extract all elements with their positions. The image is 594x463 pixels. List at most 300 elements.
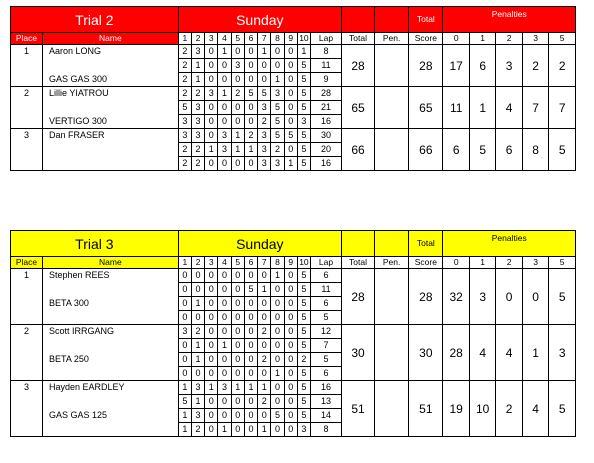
section-score: 0: [271, 59, 284, 73]
section-score: 0: [244, 115, 257, 129]
col-section-1: 1: [178, 257, 191, 269]
col-penalty-3: 3: [522, 33, 548, 45]
section-score: 1: [191, 59, 204, 73]
section-score: 0: [218, 157, 231, 171]
col-penalty-2: 2: [496, 257, 522, 269]
section-score: 5: [271, 129, 284, 143]
penalty-count-1: 6: [469, 45, 495, 87]
total-header: Total: [409, 231, 443, 257]
section-score: 0: [178, 339, 191, 353]
section-score: 3: [218, 129, 231, 143]
section-score: 0: [231, 297, 244, 311]
rider-pen: [375, 45, 409, 87]
section-score: 1: [258, 381, 271, 395]
col-penalty-5: 5: [549, 257, 576, 269]
table-row: [11, 87, 576, 101]
section-score: 3: [218, 381, 231, 395]
penalty-count-3: 4: [522, 381, 548, 437]
section-score: 0: [205, 395, 218, 409]
section-score: 0: [258, 367, 271, 381]
penalties-header: Penalties: [443, 231, 576, 257]
section-score: 3: [191, 115, 204, 129]
section-score: 0: [218, 283, 231, 297]
lap-total: 16: [311, 157, 342, 171]
penalty-count-2: 6: [496, 129, 522, 171]
penalty-count-3: 2: [522, 45, 548, 87]
section-score: 0: [205, 423, 218, 437]
col-section-6: 6: [244, 257, 257, 269]
rider-pen: [375, 269, 409, 325]
section-score: 5: [297, 59, 310, 73]
section-score: 1: [191, 73, 204, 87]
section-score: 2: [178, 87, 191, 101]
section-score: 0: [191, 269, 204, 283]
table-row: [11, 381, 576, 395]
section-score: 0: [271, 423, 284, 437]
penalty-count-2: 4: [496, 325, 522, 381]
section-score: 0: [258, 409, 271, 423]
section-score: 2: [178, 143, 191, 157]
section-score: 0: [271, 325, 284, 339]
section-score: 0: [231, 353, 244, 367]
section-score: 0: [205, 59, 218, 73]
penalty-count-0: 6: [443, 129, 469, 171]
header-row-title: [11, 7, 576, 33]
section-score: 1: [258, 283, 271, 297]
penalty-count-0: 28: [443, 325, 469, 381]
section-score: 0: [178, 311, 191, 325]
rider-score: 28: [409, 45, 443, 87]
col-section-2: 2: [191, 33, 204, 45]
lap-total: 13: [311, 395, 342, 409]
section-score: 2: [258, 395, 271, 409]
lap-total: 9: [311, 73, 342, 87]
section-score: 1: [218, 339, 231, 353]
rider-bike: [42, 157, 178, 171]
rider-total: 66: [341, 129, 374, 171]
section-score: 0: [271, 395, 284, 409]
section-score: 5: [297, 101, 310, 115]
section-score: 2: [297, 353, 310, 367]
rider-bike: GAS GAS 125: [42, 409, 178, 423]
trial-day: Sunday: [178, 7, 341, 33]
penalty-count-5: 5: [549, 129, 576, 171]
rider-name: Hayden EARDLEY: [42, 381, 178, 395]
penalty-count-3: 7: [522, 87, 548, 129]
section-score: 1: [231, 129, 244, 143]
rider-place: 2: [11, 87, 43, 129]
lap-total: 6: [311, 367, 342, 381]
section-score: 0: [178, 297, 191, 311]
section-score: 3: [258, 143, 271, 157]
section-score: 1: [178, 423, 191, 437]
col-penalty-2: 2: [496, 33, 522, 45]
section-score: 0: [284, 395, 297, 409]
header-row-title: [11, 231, 576, 257]
section-score: 5: [297, 381, 310, 395]
pen-header-blank: [375, 7, 409, 33]
lap-total: 7: [311, 339, 342, 353]
section-score: 0: [284, 339, 297, 353]
lap-total: 5: [311, 311, 342, 325]
section-score: 0: [218, 353, 231, 367]
section-score: 2: [178, 45, 191, 59]
section-score: 0: [205, 339, 218, 353]
section-score: 0: [258, 269, 271, 283]
section-score: 0: [244, 353, 257, 367]
section-score: 5: [244, 283, 257, 297]
name-spacer: [42, 101, 178, 115]
col-section-3: 3: [205, 33, 218, 45]
section-score: 3: [258, 157, 271, 171]
col-total: Total: [341, 33, 374, 45]
section-score: 5: [271, 115, 284, 129]
section-score: 1: [271, 367, 284, 381]
section-score: 0: [231, 423, 244, 437]
rider-total: 28: [341, 269, 374, 325]
section-score: 0: [258, 73, 271, 87]
col-score: Score: [409, 257, 443, 269]
section-score: 0: [284, 423, 297, 437]
section-score: 1: [191, 339, 204, 353]
section-score: 0: [244, 157, 257, 171]
section-score: 0: [244, 101, 257, 115]
col-section-7: 7: [258, 257, 271, 269]
section-score: 0: [284, 115, 297, 129]
section-score: 2: [244, 129, 257, 143]
section-score: 0: [244, 45, 257, 59]
pen-header-blank: [375, 231, 409, 257]
section-score: 3: [218, 143, 231, 157]
header-row-columns: [11, 257, 576, 269]
section-score: 5: [297, 269, 310, 283]
rider-pen: [375, 325, 409, 381]
section-score: 0: [205, 367, 218, 381]
section-score: 0: [271, 339, 284, 353]
section-score: 5: [297, 297, 310, 311]
rider-score: 66: [409, 129, 443, 171]
table-row: [11, 45, 576, 59]
section-score: 0: [244, 311, 257, 325]
rider-total: 51: [341, 381, 374, 437]
section-score: 0: [178, 269, 191, 283]
section-score: 1: [218, 45, 231, 59]
table-row: [11, 325, 576, 339]
col-pen: Pen.: [375, 257, 409, 269]
section-score: 0: [284, 73, 297, 87]
name-spacer: [42, 143, 178, 157]
col-section-9: 9: [284, 33, 297, 45]
section-score: 3: [178, 325, 191, 339]
section-score: 0: [231, 409, 244, 423]
penalty-count-5: 5: [549, 381, 576, 437]
section-score: 3: [258, 101, 271, 115]
section-score: 1: [271, 73, 284, 87]
section-score: 0: [205, 409, 218, 423]
penalty-count-0: 32: [443, 269, 469, 325]
section-score: 0: [271, 297, 284, 311]
lap-total: 6: [311, 269, 342, 283]
section-score: 5: [297, 367, 310, 381]
section-score: 3: [191, 45, 204, 59]
lap-total: 12: [311, 325, 342, 339]
rider-bike: BETA 300: [42, 297, 178, 311]
section-score: 0: [178, 283, 191, 297]
section-score: 3: [231, 59, 244, 73]
penalty-count-1: 5: [469, 129, 495, 171]
section-score: 1: [284, 157, 297, 171]
section-score: 0: [205, 325, 218, 339]
section-score: 0: [284, 59, 297, 73]
section-score: 3: [297, 423, 310, 437]
section-score: 1: [178, 409, 191, 423]
section-score: 2: [191, 143, 204, 157]
section-score: 0: [191, 367, 204, 381]
lap-total: 6: [311, 297, 342, 311]
header-row-columns: [11, 33, 576, 45]
col-penalty-1: 1: [469, 257, 495, 269]
section-score: 2: [258, 115, 271, 129]
section-score: 0: [271, 45, 284, 59]
section-score: 0: [191, 311, 204, 325]
penalty-count-3: 8: [522, 129, 548, 171]
trial-title: Trial 2: [11, 7, 179, 33]
section-score: 0: [284, 311, 297, 325]
section-score: 0: [231, 283, 244, 297]
section-score: 0: [218, 409, 231, 423]
total-header: Total: [409, 7, 443, 33]
section-score: 1: [258, 423, 271, 437]
section-score: 0: [218, 115, 231, 129]
section-score: 0: [218, 367, 231, 381]
col-name: Name: [42, 33, 178, 45]
penalty-count-5: 7: [549, 87, 576, 129]
section-score: 0: [244, 269, 257, 283]
col-place: Place: [11, 257, 43, 269]
section-score: 1: [191, 353, 204, 367]
col-section-7: 7: [258, 33, 271, 45]
trial-title: Trial 3: [11, 231, 179, 257]
section-score: 0: [205, 353, 218, 367]
section-score: 0: [231, 395, 244, 409]
section-score: 5: [178, 101, 191, 115]
section-score: 0: [205, 115, 218, 129]
section-score: 3: [297, 115, 310, 129]
section-score: 5: [297, 311, 310, 325]
col-section-10: 10: [299, 33, 309, 44]
section-score: 5: [297, 157, 310, 171]
section-score: 0: [271, 381, 284, 395]
rider-place: 3: [11, 129, 43, 171]
penalty-count-5: 5: [549, 269, 576, 325]
penalty-count-3: 1: [522, 325, 548, 381]
name-spacer: [42, 395, 178, 409]
section-score: 5: [244, 87, 257, 101]
lap-total: 14: [311, 409, 342, 423]
penalty-count-2: 2: [496, 381, 522, 437]
name-spacer: [42, 423, 178, 437]
penalty-count-0: 11: [443, 87, 469, 129]
section-score: 0: [178, 367, 191, 381]
section-score: 0: [231, 269, 244, 283]
section-score: 0: [244, 409, 257, 423]
section-score: 0: [205, 45, 218, 59]
section-score: 0: [244, 423, 257, 437]
section-score: 3: [191, 101, 204, 115]
section-score: 5: [297, 87, 310, 101]
col-penalty-0: 0: [443, 33, 469, 45]
col-lap: Lap: [311, 33, 342, 45]
section-score: 0: [205, 73, 218, 87]
lap-total: 8: [311, 423, 342, 437]
section-score: 2: [258, 353, 271, 367]
trial-2-results: [10, 6, 576, 171]
section-score: 2: [258, 325, 271, 339]
penalty-count-5: 3: [549, 325, 576, 381]
section-score: 1: [258, 45, 271, 59]
table-row: [11, 129, 576, 143]
rider-pen: [375, 129, 409, 171]
section-score: 5: [271, 101, 284, 115]
penalty-count-0: 19: [443, 381, 469, 437]
rider-bike: GAS GAS 300: [42, 73, 178, 87]
name-spacer: [42, 367, 178, 381]
penalty-count-1: 3: [469, 269, 495, 325]
section-score: 0: [231, 115, 244, 129]
section-score: 3: [271, 157, 284, 171]
table-row: [11, 269, 576, 283]
section-score: 0: [258, 311, 271, 325]
blank-cell: [341, 231, 374, 257]
col-penalty-0: 0: [443, 257, 469, 269]
trial-3-results: [10, 230, 576, 437]
col-section-5: 5: [231, 257, 244, 269]
name-spacer: [42, 59, 178, 73]
section-score: 2: [191, 325, 204, 339]
section-score: 5: [297, 129, 310, 143]
section-score: 3: [191, 129, 204, 143]
section-score: 0: [244, 73, 257, 87]
rider-name: Aaron LONG: [42, 45, 178, 59]
lap-total: 21: [311, 101, 342, 115]
section-score: 1: [244, 381, 257, 395]
section-score: 2: [178, 73, 191, 87]
col-section-4: 4: [218, 257, 231, 269]
rider-total: 28: [341, 45, 374, 87]
section-score: 0: [231, 325, 244, 339]
section-score: 1: [191, 395, 204, 409]
section-score: 0: [244, 367, 257, 381]
blank-cell: [341, 7, 374, 33]
penalty-count-2: 3: [496, 45, 522, 87]
section-score: 1: [231, 381, 244, 395]
section-score: 0: [284, 87, 297, 101]
section-score: 0: [231, 311, 244, 325]
col-total: Total: [341, 257, 374, 269]
section-score: 0: [244, 325, 257, 339]
section-score: 0: [258, 297, 271, 311]
section-score: 1: [218, 423, 231, 437]
section-score: 0: [231, 339, 244, 353]
section-score: 5: [297, 325, 310, 339]
trial-day: Sunday: [178, 231, 341, 257]
lap-total: 30: [311, 129, 342, 143]
lap-total: 16: [311, 381, 342, 395]
penalty-count-2: 4: [496, 87, 522, 129]
section-score: 5: [178, 395, 191, 409]
section-score: 0: [271, 311, 284, 325]
section-score: 5: [271, 409, 284, 423]
col-section-8: 8: [271, 257, 284, 269]
rider-pen: [375, 381, 409, 437]
section-score: 0: [271, 283, 284, 297]
section-score: 2: [271, 143, 284, 157]
section-score: 0: [284, 325, 297, 339]
rider-name: Lillie YIATROU: [42, 87, 178, 101]
col-section-2: 2: [191, 257, 204, 269]
section-score: 3: [205, 87, 218, 101]
lap-total: 11: [311, 59, 342, 73]
col-pen: Pen.: [375, 33, 409, 45]
col-name: Name: [42, 257, 178, 269]
section-score: 0: [218, 73, 231, 87]
section-score: 0: [258, 59, 271, 73]
section-score: 3: [178, 115, 191, 129]
penalty-count-2: 0: [496, 269, 522, 325]
section-score: 5: [297, 143, 310, 157]
section-score: 5: [258, 87, 271, 101]
section-score: 1: [205, 381, 218, 395]
section-score: 2: [191, 87, 204, 101]
lap-total: 20: [311, 143, 342, 157]
section-score: 0: [231, 101, 244, 115]
section-score: 0: [178, 353, 191, 367]
section-score: 0: [231, 45, 244, 59]
rider-bike: BETA 250: [42, 353, 178, 367]
col-section-4: 4: [218, 33, 231, 45]
col-score: Score: [409, 33, 443, 45]
section-score: 5: [284, 129, 297, 143]
rider-name: Scott IRRGANG: [42, 325, 178, 339]
section-score: 0: [284, 101, 297, 115]
col-section-6: 6: [244, 33, 257, 45]
col-section-8: 8: [271, 33, 284, 45]
section-score: 1: [218, 87, 231, 101]
results-table: [10, 230, 576, 437]
penalty-count-0: 17: [443, 45, 469, 87]
rider-score: 28: [409, 269, 443, 325]
section-score: 2: [191, 157, 204, 171]
section-score: 3: [191, 381, 204, 395]
rider-name: Stephen REES: [42, 269, 178, 283]
rider-pen: [375, 87, 409, 129]
section-score: 0: [218, 311, 231, 325]
rider-score: 30: [409, 325, 443, 381]
section-score: 1: [205, 143, 218, 157]
section-score: 5: [297, 395, 310, 409]
section-score: 1: [271, 269, 284, 283]
section-score: 0: [218, 59, 231, 73]
penalty-count-1: 4: [469, 325, 495, 381]
section-score: 0: [271, 353, 284, 367]
name-spacer: [42, 311, 178, 325]
section-score: 2: [231, 87, 244, 101]
section-score: 2: [178, 157, 191, 171]
section-score: 5: [297, 283, 310, 297]
section-score: 1: [297, 45, 310, 59]
section-score: 0: [218, 269, 231, 283]
name-spacer: [42, 339, 178, 353]
